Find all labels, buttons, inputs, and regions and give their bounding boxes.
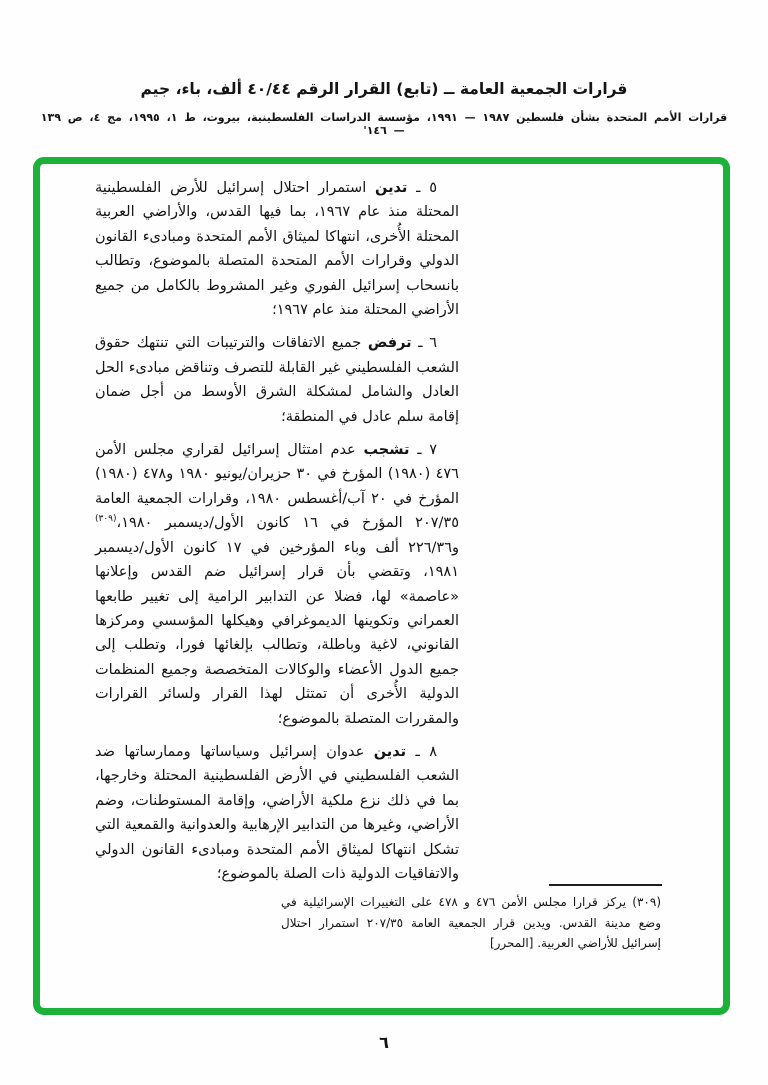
- footnote-309-marker: (٣٠٩): [632, 895, 661, 909]
- paragraph-6-text: جميع الاتفاقات والترتيبات التي تنتهك حقوق الشعب الفلسطيني غير القابلة للتصرف وتناقض مبادىء الحل العادل والشامل لمشكلة الشرق الأوسط من أجل ضمان إقامة سلم عادل في المنطقة؛: [95, 335, 459, 425]
- paragraph-5-verb: تدين: [375, 180, 408, 196]
- source-citation: قرارات الأمم المتحدة بشأن فلسطين ١٩٨٧ — ١٩٩١، مؤسسة الدراسات الفلسطينية، بيروت، ط ١، ١٩٩٥، مج ٤، ص ١٣٩ — ١٤٦': [40, 111, 728, 137]
- footnote-separator: [549, 884, 662, 886]
- footnote-309-text: يركز قرارا مجلس الأمن ٤٧٦ و ٤٧٨ على التغييرات الإسرائيلية في وضع مدينة القدس. ويدين قرار الجمعية العامة ٢٠٧/٣٥ استمرار احتلال إسرائيل للأراضي العربية. [المحرر]: [281, 895, 661, 950]
- paragraph-7-verb: تشجب: [363, 442, 410, 459]
- paragraph-6-verb: ترفض: [367, 335, 412, 352]
- paragraph-5-text: استمرار احتلال إسرائيل للأرض الفلسطينية المحتلة منذ عام ١٩٦٧، بما فيها القدس، والأراضي العربية المحتلة الأُخرى، انتهاكا لميثاق الأمم المتحدة ومبادىء القانون الدولي وقرارات الأمم المتحدة المتصلة بالموضوع، وتطالب بانسحاب إسرائيل الفوري وغير المشروط بالكامل من جميع الأراضي المحتلة منذ عام ١٩٦٧؛: [95, 180, 459, 319]
- resolution-body: [95, 176, 459, 895]
- paragraph-8-text: عدوان إسرائيل وسياساتها وممارساتها ضد الشعب الفلسطيني في الأرض الفلسطينية المحتلة وخارجها، بما في ذلك نزع ملكية الأراضي، وإقامة المستوطنات، وضم الأراضي، وغيرها من التدابير الإرهابية والعدوانية والقمعية التي تشكل انتهاكا لميثاق الأمم المتحدة ومبادىء القانون الدولي والاتفاقيات الدولية ذات الصلة بالموضوع؛: [95, 743, 459, 882]
- paragraph-5-number: ٥ ـ: [407, 180, 437, 196]
- paragraph-7-text: عدم امتثال إسرائيل لقراري مجلس الأمن ٤٧٦ (١٩٨٠) المؤرخ في ٣٠ حزيران/يونيو ١٩٨٠ و٤٧٨ (١٩٨٠) المؤرخ في ٢٠ آب/أغسطس ١٩٨٠، وقرارات الجمعية العامة ٢٠٧/٣٥ المؤرخ في ١٦ كانون الأول/ديسمبر ١٩٨٠،: [95, 442, 459, 532]
- page-number: ٦: [379, 1033, 389, 1052]
- paragraph-5: [95, 176, 459, 322]
- page-title: قرارات الجمعية العامة ــ (تابع) القرار الرقم ٤٠/٤٤ ألف، باء، جيم: [140, 80, 628, 98]
- paragraph-7-text-continued: و٢٢٦/٣٦ ألف وباء المؤرخين في ١٧ كانون الأول/ديسمبر ١٩٨١، وتقضي بأن قرار إسرائيل ضم القدس وإعلانها «عاصمة» لها، فضلا عن التدابير الرامية إلى تغيير طابعها العمراني وتكوينها الديموغرافي وهيكلها المؤسسي ومركزها القانوني، لاغية وباطلة، وتطالب بإلغائها فورا، وتطلب إلى جميع الدول الأعضاء والوكالات المتخصصة وجميع المنظمات الدولية الأُخرى أن تمتثل لهذا القرار ولسائر القرارات والمقررات المتصلة بالموضوع؛: [95, 539, 460, 727]
- paragraph-6-number: ٦ ـ: [411, 335, 438, 352]
- paragraph-8-verb: تدين: [373, 743, 407, 760]
- paragraph-7: [95, 438, 459, 731]
- paragraph-8: [95, 740, 459, 886]
- footnote-309: [281, 892, 661, 954]
- paragraph-8-number: ٨ ـ: [406, 743, 437, 760]
- footnote-ref-309: (٣٠٩): [95, 514, 117, 525]
- paragraph-7-number: ٧ ـ: [409, 442, 437, 459]
- paragraph-6: [95, 331, 459, 429]
